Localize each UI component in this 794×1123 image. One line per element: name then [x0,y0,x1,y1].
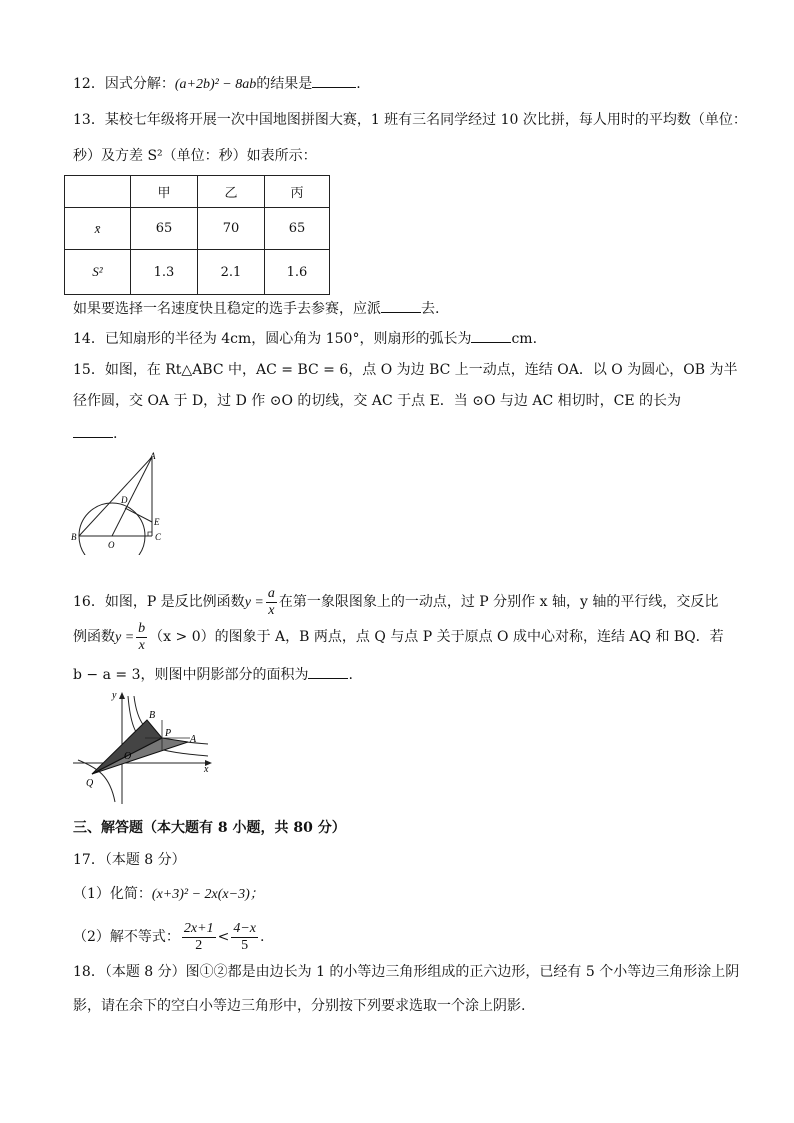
table-row-label: x̄ [65,208,131,250]
segment-oa [112,457,152,536]
q16-line2-b: （x > 0）的图象于 A，B 两点，点 Q 与点 P 关于原点 O 成中心对称，连结 AQ 和 BQ．若 [149,629,724,645]
q17-less-than: < [217,929,230,945]
q16-line3-text: b − a = 3，则图中阴影部分的面积为 [73,667,309,683]
q17-frac2-num: 4−x [233,920,256,936]
q16-end: . [348,667,353,683]
table-cell: 70 [198,208,265,250]
q14-unit: cm. [511,331,538,347]
q12-expression: (a+2b)² − 8ab [174,77,257,92]
label-b: B [71,532,77,542]
right-angle-mark [148,532,152,536]
q16-func1-lhs: y = [244,595,264,610]
q16-line1-b: 在第一象限图象上的一动点，过 P 分别作 x 轴，y 轴的平行线，交反比 [278,594,719,610]
question-16-line3 [73,664,353,685]
label-x: x [204,764,209,775]
q14-answer-blank[interactable] [471,328,511,343]
table-header-row [65,176,330,208]
question-16-line1 [73,585,718,620]
label-a: A [190,734,197,745]
question-15-line1: 15．如图，在 Rt△ABC 中，AC = BC = 6，点 O 为边 BC 上一动点，连结 OA．以 O 为圆心，OB 为半 [73,362,738,378]
label-q: Q [86,778,94,789]
q16-func2-fraction [136,621,147,654]
q15-triangle-circle-figure [70,450,170,555]
q12-answer-blank[interactable] [312,73,356,88]
question-15-line2: 径作圆，交 OA 于 D，过 D 作 ⊙O 的切线，交 AC 于点 E．当 ⊙O 与边 AC 相切时，CE 的长为 [73,393,682,409]
q16-line1-a: 16．如图，P 是反比例函数 [73,594,245,610]
q12-suffix: 的结果是 [256,76,313,92]
question-15-line3 [73,423,117,444]
q12-text: 12．因式分解： [73,76,175,92]
table-row [65,208,330,250]
q14-text: 14．已知扇形的半径为 4cm，圆心角为 150°，则扇形的弧长为 [73,331,472,347]
q16-func2-lhs: y = [115,630,135,645]
table-cell: 2.1 [198,250,265,295]
label-e: E [154,517,160,527]
q17-frac1-num: 2x+1 [183,920,214,936]
side-ab [79,457,152,536]
q15-answer-blank[interactable] [73,423,113,438]
label-c: C [155,532,162,542]
table-cell: 1.3 [131,250,198,295]
question-17-part1 [73,884,264,905]
tangent-de [125,508,152,522]
q13-after-end: 去. [421,301,440,317]
y-axis-arrow [119,692,125,699]
table-row [65,250,330,295]
q16-func1-den: x [268,602,275,618]
section-3-heading: 三、解答题（本大题有 8 小题，共 80 分） [73,820,346,836]
label-o: O [124,751,132,762]
q17-part1-label: （1）化简： [73,886,152,902]
table-cell: 65 [265,208,330,250]
question-13-line2: 秒）及方差 S²（单位：秒）如表所示： [73,148,317,164]
question-16-line2 [73,620,724,655]
label-p: P [165,728,172,739]
table-header-cell: 甲 [131,176,198,208]
label-a: A [150,451,156,461]
table-header-cell: 丙 [265,176,330,208]
q17-part1-expression: (x+3)² − 2x(x−3)； [151,887,264,902]
table-cell: 65 [131,208,198,250]
q17-frac1-den: 2 [195,937,203,953]
question-12 [73,73,361,95]
question-14 [73,328,537,349]
table-cell: 1.6 [265,250,330,295]
q16-func2-den: x [138,637,145,653]
q13-after-text: 如果要选择一名速度快且稳定的选手去参赛，应派 [73,301,381,317]
q16-func2-num: b [138,620,146,636]
question-17-part2 [73,918,264,956]
question-18-line1: 18．（本题 8 分）图①②都是由边长为 1 的小等边三角形组成的正六边形，已经有 5 个小等边三角形涂上阴 [73,964,740,980]
label-y: y [112,690,117,701]
q17-fraction-left [182,921,216,954]
table-header-cell: 乙 [198,176,265,208]
q16-func1-fraction [266,586,277,619]
q17-frac2-den: 5 [241,937,249,953]
question-13-line1: 13．某校七年级将开展一次中国地图拼图大赛，1 班有三名同学经过 10 次比拼，每人用时的平均数（单位： [73,112,747,128]
q16-line2-a: 例函数 [73,629,115,645]
q16-hyperbola-figure [70,690,220,808]
table-row-label: S² [65,250,131,295]
label-b: B [149,710,156,721]
question-17-title: 17．（本题 8 分） [73,852,186,868]
q17-end: . [260,929,265,945]
q13-answer-blank[interactable] [381,298,421,313]
q15-end: . [113,426,118,442]
q12-end: . [356,76,361,92]
q16-func1-num: a [267,585,275,601]
q13-stats-table [64,175,330,295]
label-d: D [121,495,128,505]
label-o: O [108,540,115,550]
question-18-line2: 影，请在余下的空白小等边三角形中，分别按下列要求选取一个涂上阴影. [73,998,526,1014]
q13-question [73,298,439,319]
q17-fraction-right [231,921,258,954]
table-header-cell [65,176,131,208]
q16-answer-blank[interactable] [308,664,348,679]
q17-part2-label: （2）解不等式： [73,929,180,945]
